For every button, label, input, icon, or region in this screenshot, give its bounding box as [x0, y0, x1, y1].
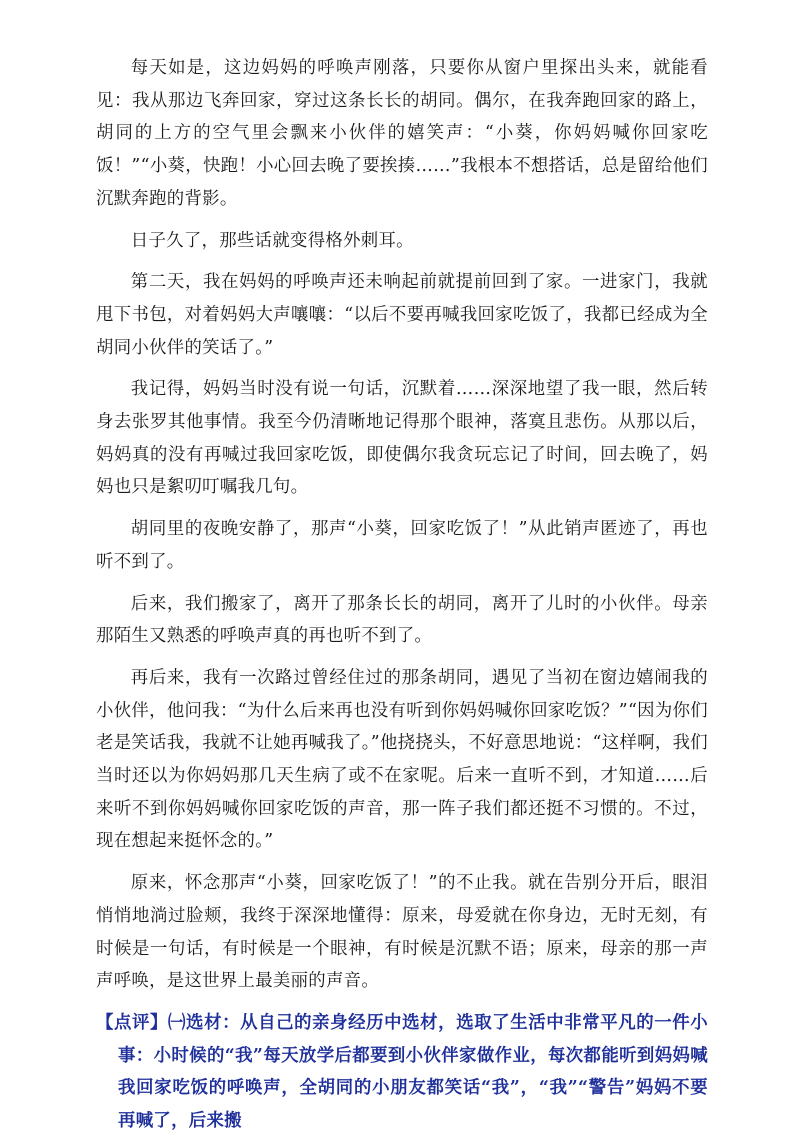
paragraph-4: 我记得，妈妈当时没有说一句话，沉默着……深深地望了我一眼，然后转身去张罗其他事情。我至今仍清晰地记得那个眼神，落寞且悲伤。从那以后，妈妈真的没有再喊过我回家吃饭，即使偶尔我贪玩忘记了时间，回去晚了，妈妈也只是絮叨叮嘱我几句。	[96, 379, 708, 498]
essay-body	[96, 52, 708, 1138]
commentary-tag: 【点评】	[96, 1012, 169, 1033]
paragraph-7: 再后来，我有一次路过曾经住过的那条胡同，遇见了当初在窗边嬉闹我的小伙伴，他问我：“为什么后来再也没有听到你妈妈喊你回家吃饭？”“因为你们老是笑话我，我就不让她再喊我了。”他挠挠头，不好意思地说：“这样啊，我们当时还以为你妈妈那几天生病了或不在家呢。后来一直听不到，才知道……后来听不到你妈妈喊你回家吃饭的声音，那一阵子我们都还挺不习惯的。不过，现在想起来挺怀念的。”	[96, 667, 708, 852]
paragraph-2: 日子久了，那些话就变得格外刺耳。	[130, 230, 414, 251]
commentary-text: ㈠选材：从自己的亲身经历中选材，选取了生活中非常平凡的一件小事：小时候的“我”每天放学后都要到小伙伴家做作业，每次都能听到妈妈喊我回家吃饭的呼唤声，全胡同的小朋友都笑话“我”，“我”“警告”妈妈不要再喊了，后来搬	[118, 1012, 708, 1132]
paragraph-1: 每天如是，这边妈妈的呼唤声刚落，只要你从窗户里探出头来，就能看见：我从那边飞奔回家，穿过这条长长的胡同。偶尔，在我奔跑回家的路上，胡同的上方的空气里会飘来小伙伴的嬉笑声：“小葵，你妈妈喊你回家吃饭！”“小葵，快跑！小心回去晚了要挨揍……”我根本不想搭话，总是留给他们沉默奔跑的背影。	[96, 58, 708, 209]
paragraph-3: 第二天，我在妈妈的呼唤声还未响起前就提前回到了家。一进家门，我就甩下书包，对着妈妈大声嚷嚷：“以后不要再喊我回家吃饭了，我都已经成为全胡同小伙伴的笑话了。”	[96, 272, 708, 358]
paragraph-5: 胡同里的夜晚安静了，那声“小葵，回家吃饭了！”从此销声匿迹了，再也听不到了。	[96, 519, 708, 572]
paragraph-8: 原来，怀念那声“小葵，回家吃饭了！”的不止我。就在告别分开后，眼泪悄悄地淌过脸颊，我终于深深地懂得：原来，母爱就在你身边，无时无刻，有时候是一句话，有时候是一个眼神，有时候是沉默不语；原来，母亲的那一声声呼唤，是这世界上最美丽的声音。	[96, 873, 708, 992]
paragraph-6: 后来，我们搬家了，离开了那条长长的胡同，离开了儿时的小伙伴。母亲那陌生又熟悉的呼唤声真的再也听不到了。	[96, 593, 708, 647]
commentary-block	[96, 1007, 708, 1138]
